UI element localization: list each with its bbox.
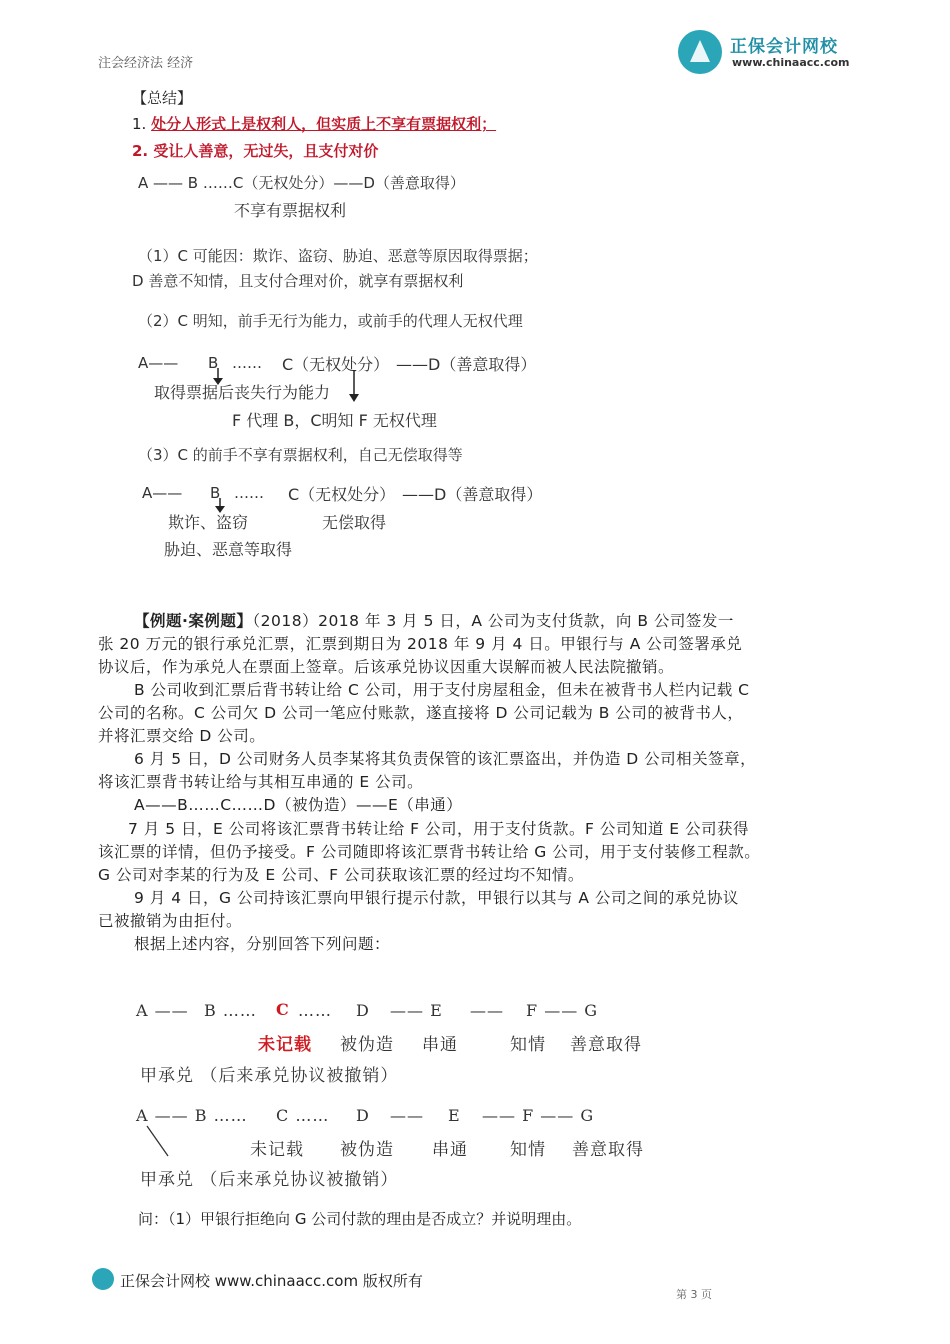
diagram3-b: B (210, 484, 221, 502)
diagram3-dots: …… (234, 484, 264, 502)
logo-url: www.chinaacc.com (732, 56, 850, 69)
diagram3-note-3: 胁迫、恶意等取得 (164, 540, 293, 559)
diagram2-note-1: 取得票据后丧失行为能力 (154, 383, 331, 402)
case-p5b: 已被撤销为由拒付。 (98, 912, 243, 930)
chain1-e: —— E (390, 1001, 443, 1020)
reason-2-text: （2）C 明知，前手无行为能力，或前手的代理人无权代理 (138, 312, 523, 330)
footer-text: 正保会计网校 www.chinaacc.com 版权所有 (120, 1272, 423, 1290)
case-p4a: 7 月 5 日，E 公司将该汇票背书转让给 F 公司，用于支付货款。F 公司知道 E 公司获得 (128, 820, 749, 838)
logo-name: 正保会计网校 (730, 37, 838, 57)
logo-emblem-icon (678, 30, 722, 74)
footer-logo-icon (92, 1268, 114, 1290)
chain1-note-d: 被伪造 (340, 1035, 394, 1055)
reason-1: （1）C 可能因：欺诈、盗窃、胁迫、恶意等原因取得票据； (138, 247, 538, 265)
chain2-de: —— (390, 1106, 424, 1125)
reason-1-cut: D 善意不知情，且支付合理对价，就享有票据权利 (132, 272, 464, 290)
chain1-note-g: 善意取得 (570, 1035, 642, 1055)
chain2-note-d: 被伪造 (340, 1140, 394, 1160)
chain1-a: A —— (136, 1001, 189, 1020)
chain1-c-dots: …… (298, 1001, 332, 1020)
diagram3-note-2: 无偿取得 (322, 513, 387, 532)
case-p2c: 并将汇票交给 D 公司。 (98, 727, 266, 745)
chain1-note-c: 未记载 (258, 1035, 312, 1055)
diagram2-line: ——D（善意取得） (396, 355, 537, 374)
case-p3b: 将该汇票背书转让给与其相互串通的 E 公司。 (98, 773, 424, 791)
case-p4b: 该汇票的详情，但仍予接受。F 公司随即将该汇票背书转让给 G 公司，用于支付装修工程款。 (98, 843, 761, 861)
case-p6: 根据上述内容，分别回答下列问题： (134, 935, 391, 953)
case-p5a: 9 月 4 日，G 公司持该汇票向甲银行提示付款，甲银行以其与 A 公司之间的承兑协议 (134, 889, 739, 907)
chain1-d: D (356, 1001, 370, 1020)
chain1-b: B …… (204, 1001, 257, 1020)
chain1-note-f: 知情 (510, 1035, 546, 1055)
chain1-ef: —— (470, 1001, 504, 1020)
reason-3-cut (138, 446, 463, 464)
diagram3-note-1: 欺诈、盗窃 (168, 513, 249, 532)
chain2-note-c: 未记载 (250, 1140, 304, 1160)
case-p3c: A——B……C……D（被伪造）——E（串通） (134, 796, 463, 814)
summary-point-1-num: 1. (132, 115, 147, 133)
chain1-note-e: 串通 (422, 1035, 458, 1055)
logo (678, 30, 858, 74)
case-title: 【例题·案例题】 (134, 612, 253, 630)
diagram3-a: A—— (142, 484, 183, 502)
reason-3-text: （3）C 的前手不享有票据权利，自己无偿取得等 (138, 446, 463, 464)
diagram3-c: C（无权处分） (288, 485, 396, 504)
chain2-c: C …… (276, 1106, 330, 1125)
header-cut-line: 注会经济法 经济 (98, 56, 194, 71)
chain1-fg: F —— G (526, 1001, 599, 1020)
case-p2b: 公司的名称。C 公司欠 D 公司一笔应付账款，遂直接将 D 公司记载为 B 公司的被背书人， (98, 704, 744, 722)
diagram2-b: B (208, 354, 219, 372)
summary-point-2-cut: 2. 受让人善意，无过失，且支付对价 (132, 142, 379, 160)
case-p4c: G 公司对李某的行为及 E 公司、F 公司获取该汇票的经过均不知情。 (98, 866, 584, 884)
case-p1c: 协议后，作为承兑人在票面上签章。后该承兑协议因重大误解而被人民法院撤销。 (98, 658, 675, 676)
summary-point-1 (132, 113, 496, 134)
diagram2-dots: …… (232, 354, 262, 372)
chain2-note-g: 善意取得 (572, 1140, 644, 1160)
case-p3a: 6 月 5 日，D 公司财务人员李某将其负责保管的该汇票盗出，并伪造 D 公司相关签章， (134, 750, 757, 768)
case-p2a: B 公司收到汇票后背书转让给 C 公司，用于支付房屋租金，但未在被背书人栏内记载 C (134, 681, 750, 699)
case-p1b: 张 20 万元的银行承兑汇票，汇票到期日为 2018 年 9 月 4 日。甲银行与 A 公司签署承兑 (98, 635, 743, 653)
diagram2-arrow-c-head-icon (349, 394, 359, 402)
chain1-c: C (276, 1000, 290, 1019)
diagram2-c: C（无权处分） (282, 355, 390, 374)
summary-point-1-text: 处分人形式上是权利人，但实质上不享有票据权利； (151, 115, 497, 133)
chain2-acceptor: 甲承兑 （后来承兑协议被撤销） (140, 1170, 399, 1190)
diagram1-note: 不享有票据权利 (234, 201, 347, 220)
chain2-note-e: 串通 (432, 1140, 468, 1160)
chain2-e: E (448, 1106, 461, 1125)
chain2-fg: —— F —— G (482, 1106, 595, 1125)
chain2-d: D (356, 1106, 370, 1125)
diagram1-chain: A —— B ……C（无权处分）——D（善意取得） (138, 174, 465, 192)
page-number-cut: 第 3 页 (676, 1288, 712, 1301)
chain2-accept-stroke (147, 1126, 168, 1156)
chain2-ab: A —— B …… (136, 1106, 248, 1125)
diagram2-a: A—— (138, 354, 179, 372)
summary-title: 【总结】 (132, 89, 193, 107)
case-p1a-text: （2018）2018 年 3 月 5 日，A 公司为支付货款，向 B 公司签发一 (252, 612, 734, 630)
reason-2-cut (138, 312, 523, 330)
question-cut: 问：（1）甲银行拒绝向 G 公司付款的理由是否成立？并说明理由。 (138, 1210, 582, 1228)
diagram3-line: ——D（善意取得） (402, 485, 543, 504)
chain1-acceptor: 甲承兑 （后来承兑协议被撤销） (140, 1066, 399, 1086)
chain2-note-f: 知情 (510, 1140, 546, 1160)
case-paragraph-1a (134, 609, 734, 631)
diagram2-note-2: F 代理 B，C明知 F 无权代理 (232, 411, 437, 430)
chain2-accept-line (144, 1124, 174, 1160)
